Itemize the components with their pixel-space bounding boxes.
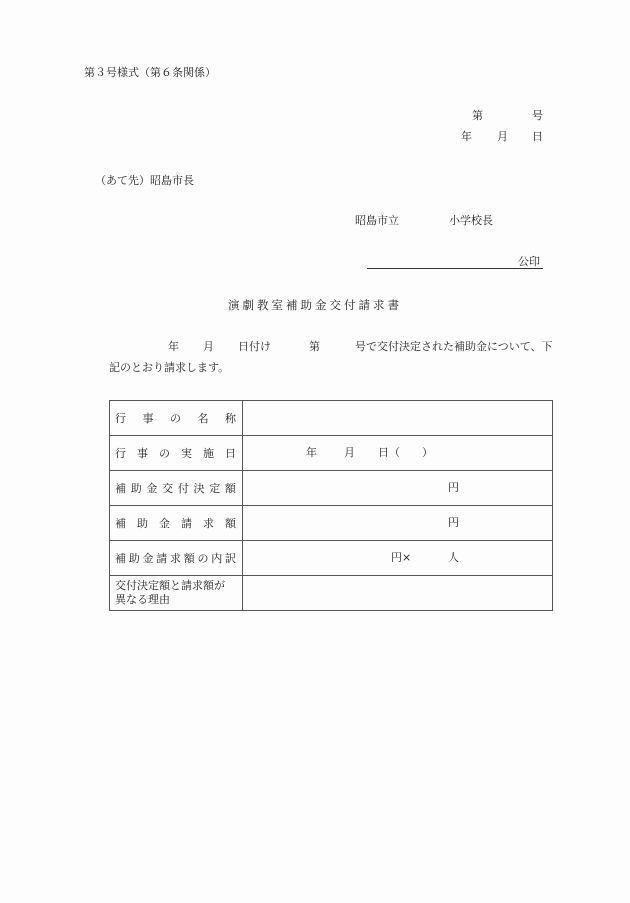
label-char: 求 (170, 552, 181, 565)
body-line-1-segment: 日付け (238, 340, 271, 353)
label-char: 実 (181, 447, 192, 460)
row-value-field[interactable] (243, 436, 553, 471)
table-row (110, 541, 553, 576)
applicant-city-prefix: 昭島市立 (355, 214, 399, 227)
label-char: の (159, 447, 170, 460)
label-char: 補 (115, 482, 126, 495)
body-line-1-segment: 第 (309, 340, 320, 353)
label-char: 金 (159, 517, 170, 530)
label-char: 助 (128, 552, 140, 565)
reference-go-label: 号 (532, 109, 543, 122)
label-char: 額 (225, 517, 236, 530)
row-value-field[interactable] (243, 401, 553, 436)
label-char: 請 (156, 552, 168, 565)
body-line-2: 記のとおり請求します。 (109, 361, 230, 374)
label-char: 金 (142, 552, 154, 565)
label-char: 事 (137, 447, 148, 460)
row-label (110, 541, 243, 576)
value-unit-label: 人 (448, 551, 459, 564)
value-unit-label: 円 (448, 516, 459, 529)
applicant-school-suffix: 小学校長 (449, 214, 493, 227)
label-char: 内 (211, 552, 223, 565)
label-char: 額 (183, 552, 195, 565)
value-unit-label: 円 (448, 481, 459, 494)
row-label (110, 576, 243, 611)
date-day-label: 日 (532, 130, 543, 143)
label-char: 求 (203, 517, 214, 530)
label-char: 事 (142, 412, 154, 425)
label-char: 助 (130, 482, 142, 495)
seal-label: 公印 (518, 255, 540, 268)
label-char: 行 (115, 412, 126, 425)
value-unit-label: 日（ ） (378, 446, 433, 459)
row-label (110, 471, 243, 506)
label-char: 付 (177, 482, 189, 495)
row-value-field[interactable] (243, 471, 553, 506)
table-row (110, 471, 553, 506)
row-value-field[interactable] (243, 506, 553, 541)
row-label (110, 436, 243, 471)
label-char: 助 (137, 517, 148, 530)
label-char: 決 (193, 482, 205, 495)
label-char: の (170, 412, 181, 425)
date-year-label: 年 (461, 130, 472, 143)
label-char: 施 (203, 447, 214, 460)
row-label (110, 401, 243, 436)
label-char: 金 (146, 482, 158, 495)
row-value-field[interactable] (243, 576, 553, 611)
row-value-field[interactable] (243, 541, 553, 576)
label-char: 定 (209, 482, 221, 495)
table-row (110, 401, 553, 436)
label-char: 日 (225, 447, 236, 460)
body-line-1-segment: 月 (203, 340, 214, 353)
reference-dai-label: 第 (472, 109, 483, 122)
label-char: 行 (115, 447, 126, 460)
label-char: 補 (115, 517, 126, 530)
value-unit-label: 月 (344, 446, 355, 459)
label-char: 名 (197, 412, 209, 425)
request-table (109, 400, 553, 611)
form-number: 第３号様式（第６条関係） (84, 66, 216, 79)
label-char: 請 (181, 517, 192, 530)
label-char: 補 (115, 552, 126, 565)
label-char: 称 (225, 412, 236, 425)
label-char: 訳 (225, 552, 236, 565)
signature-line (367, 268, 543, 269)
value-unit-label: 円× (391, 551, 412, 564)
label-char: 交 (162, 482, 174, 495)
row-label (110, 506, 243, 541)
body-line-1-segment: 年 (168, 340, 179, 353)
body-line-1-segment: 号で交付決定された補助金について、下 (355, 340, 553, 353)
label-text: 交付決定額と請求額が 異なる理由 (115, 579, 225, 606)
addressee: （あて先）昭島市長 (95, 174, 194, 187)
table-row (110, 436, 553, 471)
date-month-label: 月 (497, 130, 508, 143)
value-unit-label: 年 (306, 446, 317, 459)
table-row (110, 576, 553, 611)
label-char: の (197, 552, 209, 565)
document-title: 演劇教室補助金交付請求書 (228, 298, 402, 312)
label-char: 額 (224, 482, 236, 495)
table-row (110, 506, 553, 541)
